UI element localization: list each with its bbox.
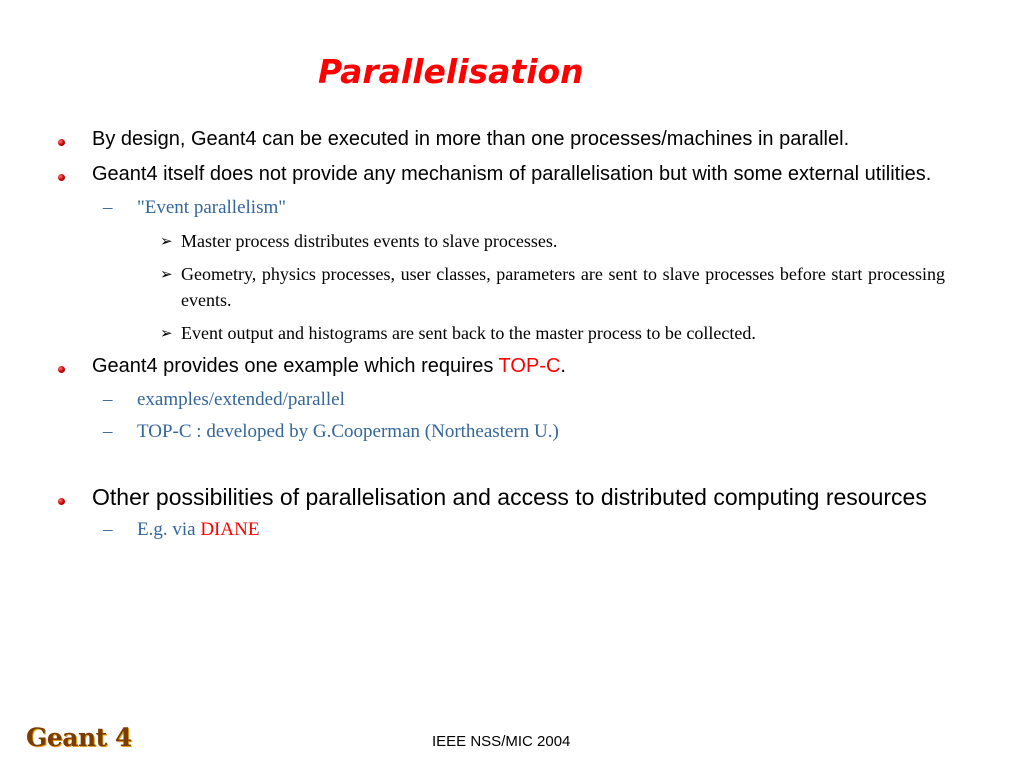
arrowhead-icon: ➢ (160, 265, 173, 283)
sub-item-text: "Event parallelism" (137, 197, 286, 218)
bullet-item-topc (58, 353, 945, 379)
sub-item-text: E.g. via (137, 519, 201, 540)
red-sphere-bullet-icon (58, 139, 65, 146)
conference-footer: IEEE NSS/MIC 2004 (432, 733, 571, 750)
bullet-text: Geant4 provides one example which requires (92, 355, 499, 377)
red-sphere-bullet-icon (58, 366, 65, 373)
dash-icon: – (103, 519, 113, 540)
slide-content (58, 126, 945, 550)
bullet-text: By design, Geant4 can be executed in more than one processes/machines in parallel. (92, 128, 850, 150)
third-level-item (58, 228, 945, 254)
dash-icon: – (103, 197, 113, 218)
third-level-text: Geometry, physics processes, user classes, parameters are sent to slave processes before start processing events. (181, 264, 945, 310)
third-level-item (58, 320, 945, 346)
bullet-text-suffix: . (560, 355, 566, 377)
dash-icon: – (103, 421, 113, 442)
sub-item-example-path (58, 388, 945, 412)
diane-highlight: DIANE (200, 519, 260, 540)
bullet-item (58, 161, 945, 187)
dash-icon: – (103, 389, 113, 410)
red-sphere-bullet-icon (58, 174, 65, 181)
arrowhead-icon: ➢ (160, 324, 173, 342)
sub-item-event-parallelism (58, 196, 945, 220)
sub-item-text: examples/extended/parallel (137, 389, 345, 410)
bullet-text: Other possibilities of parallelisation and access to distributed computing resources (92, 484, 927, 510)
third-level-item (58, 261, 945, 313)
sub-item-diane (58, 518, 945, 542)
sub-item-text: TOP-C : developed by G.Cooperman (Northeastern U.) (137, 421, 559, 442)
slide-title: Parallelisation (318, 52, 584, 91)
geant4-logo: Geant 4 (26, 723, 132, 752)
bullet-item (58, 126, 945, 152)
sub-item-topc-credit (58, 420, 945, 444)
arrowhead-icon: ➢ (160, 232, 173, 250)
topc-highlight: TOP-C (498, 355, 561, 377)
third-level-text: Event output and histograms are sent back to the master process to be collected. (181, 323, 756, 343)
bullet-text: Geant4 itself does not provide any mechanism of parallelisation but with some external utilities. (92, 163, 932, 185)
bullet-item-other (58, 482, 945, 512)
red-sphere-bullet-icon (58, 498, 65, 505)
third-level-text: Master process distributes events to slave processes. (181, 231, 558, 251)
